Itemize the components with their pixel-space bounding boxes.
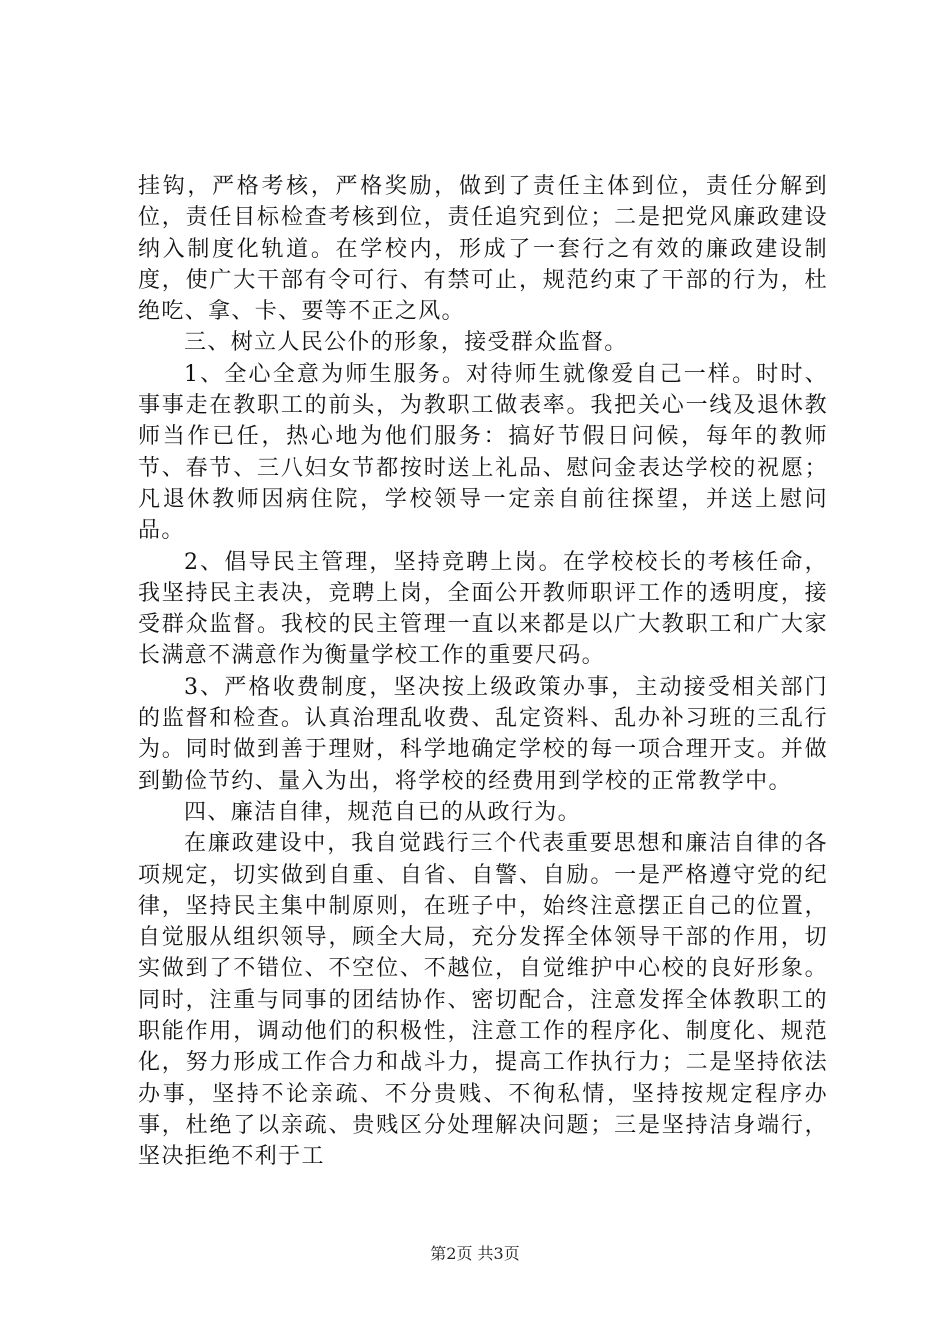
paragraph-continuation: 挂钩，严格考核，严格奖励，做到了责任主体到位，责任分解到位，责任目标检查考核到位，责任追究到位；二是把党风廉政建设纳入制度化轨道。在学校内，形成了一套行之有效的廉政建设制度，使广大干部有令可行、有禁可止，规范约束了干部的行为，杜绝吃、拿、卡、要等不正之风。: [138, 174, 828, 325]
paragraph-self-discipline: 在廉政建设中，我自觉践行三个代表重要思想和廉洁自律的各项规定，切实做到自重、自省、自警、自励。一是严格遵守党的纪律，坚持民主集中制原则，在班子中，始终注意摆正自己的位置，自觉服从组织领导，顾全大局，充分发挥全体领导干部的作用，切实做到了不错位、不空位、不越位，自觉维护中心校的良好形象。同时，注重与同事的团结协作、密切配合，注意发挥全体教职工的职能作用，调动他们的积极性，注意工作的程序化、制度化、规范化，努力形成工作合力和战斗力，提高工作执行力；二是坚持依法办事，坚持不论亲疏、不分贵贱、不徇私情，坚持按规定程序办事，杜绝了以亲疏、贵贱区分处理解决问题；三是坚持洁身端行，坚决拒绝不利于工: [138, 831, 828, 1170]
paragraph-item-2: 2、倡导民主管理，坚持竞聘上岗。在学校校长的考核任命，我坚持民主表决，竞聘上岗，全面公开教师职评工作的透明度，接受群众监督。我校的民主管理一直以来都是以广大教职工和广大家长满意不满意作为衡量学校工作的重要尺码。: [138, 549, 828, 669]
paragraph-item-3: 3、严格收费制度，坚决按上级政策办事，主动接受相关部门的监督和检查。认真治理乱收费、乱定资料、乱办补习班的三乱行为。同时做到善于理财，科学地确定学校的每一项合理开支。并做到勤俭节约、量入为出，将学校的经费用到学校的正常教学中。: [138, 674, 828, 794]
paragraph-item-1: 1、全心全意为师生服务。对待师生就像爱自己一样。时时、事事走在教职工的前头，为教职工做表率。我把关心一线及退休教师当作已任，热心地为他们服务：搞好节假日问候，每年的教师节、春节、三八妇女节都按时送上礼品、慰问金表达学校的祝愿；凡退休教师因病住院，学校领导一定亲自前往探望，并送上慰问品。: [138, 361, 828, 544]
section-heading-3: 三、树立人民公仆的形象，接受群众监督。: [184, 330, 628, 356]
section-heading-4: 四、廉洁自律，规范自已的从政行为。: [184, 799, 581, 825]
document-body: [138, 171, 828, 1173]
page-number-footer: 第2页 共3页: [430, 1244, 520, 1263]
